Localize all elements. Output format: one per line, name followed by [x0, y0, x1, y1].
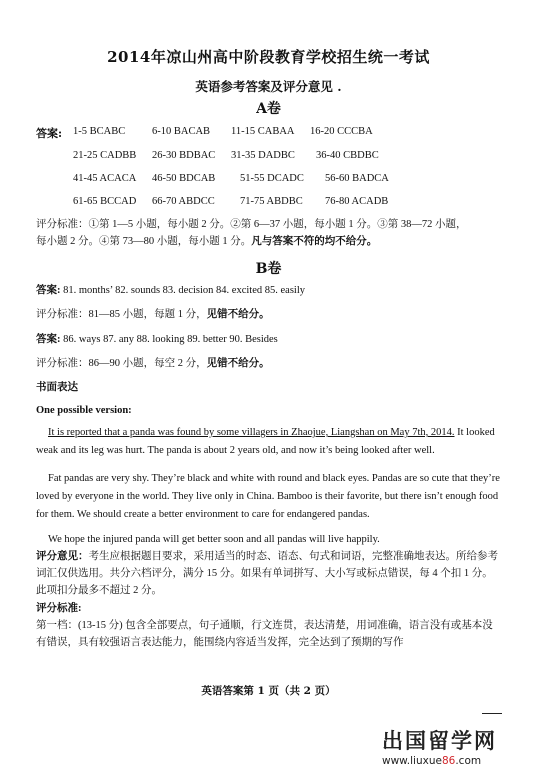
essay-paragraph-1: It is reported that a panda was found by some villagers in Zhaojue, Liangshan on May 7th, 2014. It looked weak and its leg was hurt. The panda is about 2 years old, and now it’s being looked after well.	[36, 427, 495, 456]
answer-group: 56-60 BADCA	[325, 173, 389, 184]
section-a-scoring-line: 每小题 2 分。④第 73—80 小题，每小题 1 分。凡与答案不符的均不给分。	[36, 236, 378, 247]
answer-group: 26-30 BDBAC	[152, 150, 216, 161]
scoring-opinion: 评分意见：考生应根据题目要求，采用适当的时态、语态、句式和词语，完整准确地表达。所给参考词汇仅供选用。共分六档评分，满分 15 分。如果有单词拼写、大小写或标点错误，每 4 个扣 1 分。此项扣分最多不超过 2 分。	[36, 551, 498, 596]
essay-paragraph-3: We hope the injured panda will get better soon and all pandas will live happily.	[48, 534, 380, 545]
answer-group: 76-80 ACADB	[325, 196, 389, 207]
page-subtitle: 英语参考答案及评分意见 .	[195, 79, 342, 94]
section-b-answers-2: 答案: 86. ways 87. any 88. looking 89. better 90. Besides	[36, 334, 278, 345]
section-b-answers-1: 答案: 81. months’ 82. sounds 83. decision 84. excited 85. easily	[36, 285, 305, 296]
scoring-standard-label: 评分标准:	[36, 603, 82, 614]
section-a-heading: A卷	[256, 101, 281, 117]
answer-group: 16-20 CCCBA	[310, 126, 373, 137]
section-a-scoring-line: 评分标准：①第 1—5 小题，每小题 2 分。②第 6—37 小题，每小题 1 分。③第 38—72 小题，	[36, 219, 467, 230]
writing-heading: 书面表达	[36, 382, 78, 393]
answer-group: 71-75 ABDBC	[240, 196, 303, 207]
answer-group: 21-25 CADBB	[73, 150, 137, 161]
answer-group: 31-35 DADBC	[231, 150, 295, 161]
page-footer: 英语答案第 1 页（共 2 页）	[201, 685, 336, 697]
section-a-answers-label: 答案:	[36, 127, 63, 140]
watermark-url: www.liuxue86.com	[382, 755, 482, 767]
answer-group: 11-15 CABAA	[231, 126, 295, 137]
answer-group: 46-50 BDCAB	[152, 173, 216, 184]
answer-group: 1-5 BCABC	[73, 126, 126, 137]
section-b-scoring-1: 评分标准：81—85 小题，每题 1 分，见错不给分。	[36, 309, 270, 320]
version-label: One possible version:	[36, 405, 132, 416]
answer-group: 36-40 CBDBC	[316, 150, 379, 161]
grade-1-description: 第一档：(13-15 分) 包含全部要点，句子通顺，行文连贯，表达清楚，用词准确，语言没有或基本没有错误，具有较强语言表达能力，能围绕内容适当发挥，完全达到了预期的写作	[36, 620, 493, 648]
watermark-logo	[382, 725, 527, 767]
answer-group: 51-55 DCADC	[240, 173, 304, 184]
section-b-heading: B卷	[255, 261, 282, 277]
essay-paragraph-2: Fat pandas are very shy. They’re black and white with round and black eyes. Pandas are so cute that they’re loved by everyone in the world. They live only in China. Bamboo is their favorite, but there isn’t enough food for them. We should create a better environment to care for endangered pandas.	[36, 473, 500, 520]
page-title: 2014年凉山州高中阶段教育学校招生统一考试	[107, 48, 430, 66]
answer-group: 61-65 BCCAD	[73, 196, 137, 207]
answer-group: 66-70 ABDCC	[152, 196, 215, 207]
watermark-brand: 出国留学网	[382, 729, 497, 753]
section-b-scoring-2: 评分标准：86—90 小题，每空 2 分，见错不给分。	[36, 358, 270, 369]
answer-group: 41-45 ACACA	[73, 173, 137, 184]
divider	[482, 713, 502, 714]
answer-group: 6-10 BACAB	[152, 126, 211, 137]
